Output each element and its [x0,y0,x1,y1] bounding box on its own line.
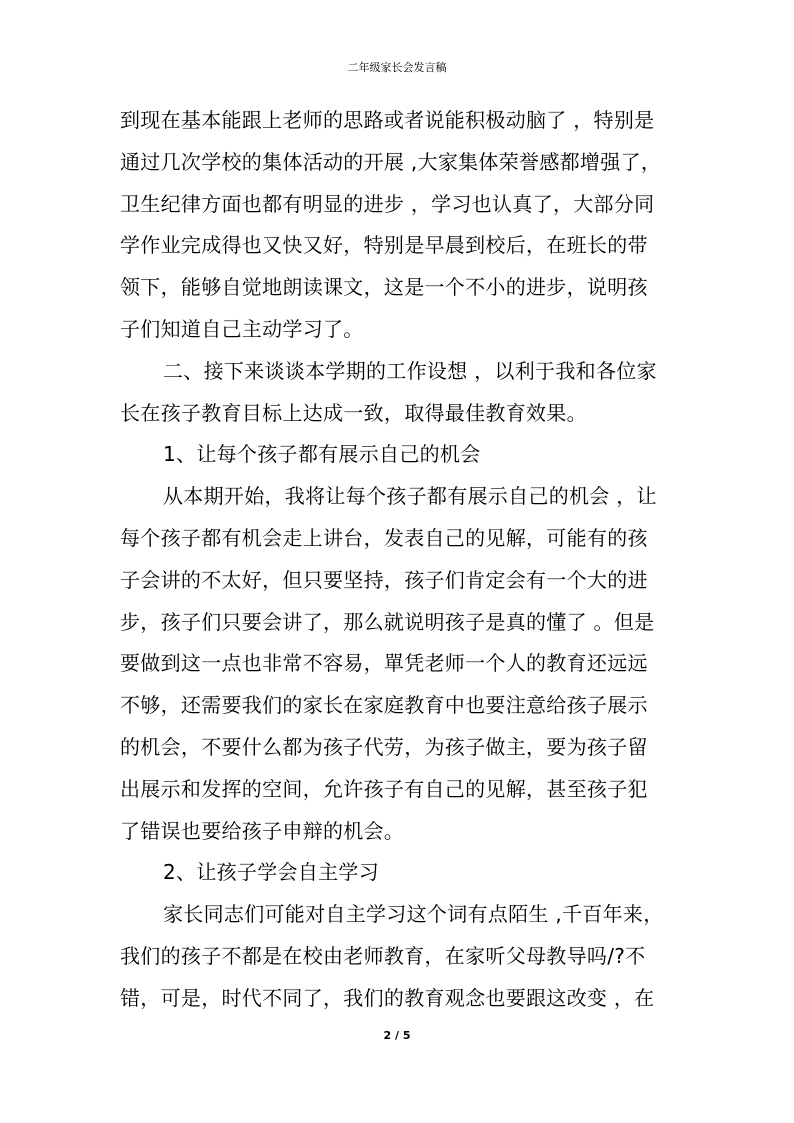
text-line: 子们知道自己主动学习了。 [120,317,364,341]
text-line: 步，孩子们只要会讲了，那么就说明孩子是真的懂了 。但是 [120,609,655,634]
text-line: 的机会，不要什么都为孩子代劳，为孩子做主，要为孩子留 [120,735,648,759]
text-line: 长在孩子教育目标上达成一致，取得最佳教育效果。 [120,400,587,425]
text-line: 错，可是，时代不同了，我们的教育观念也要跟这改变 ，在 [120,985,655,1010]
text-line: 家长同志们可能对自主学习这个词有点陌生 ,千百年来， [163,902,664,927]
text-line: 到现在基本能跟上老师的思路或者说能积极动脑了 ，特别是 [120,108,655,132]
text-line: 不够，还需要我们的家长在家庭教育中也要注意给孩子展示 [120,693,648,718]
text-line: 通过几次学校的集体活动的开展 ,大家集体荣誉感都增强了， [120,149,662,174]
text-line: 子会讲的不太好，但只要坚持，孩子们肯定会有一个大的进 [120,567,648,592]
text-line: 学作业完成得也又快又好，特别是早晨到校后，在班长的带 [120,233,648,258]
page-header-title: 二年级家长会发言稿 [347,61,447,74]
text-line: 了错误也要给孩子申辩的机会。 [120,818,405,843]
text-line: 每个孩子都有机会走上讲台，发表自己的见解，可能有的孩 [120,526,648,550]
text-line: 领下，能够自觉地朗读课文，这是一个不小的进步，说明孩 [120,275,648,300]
section-heading: 1、让每个孩子都有展示自己的机会 [163,442,481,467]
text-line: 我们的孩子不都是在校由老师教育，在家听父母教导吗/?不 [120,944,646,968]
text-line: 要做到这一点也非常不容易，單凭老师一个人的教育还远远 [120,651,648,676]
text-line: 卫生纪律方面也都有明显的进步 ，学习也认真了，大部分同 [120,191,655,216]
section-heading: 2、让孩子学会自主学习 [163,860,380,885]
page-number: 2 / 5 [383,1029,411,1042]
text-line: 从本期开始，我将让每个孩子都有展示自己的机会 ，让 [163,484,657,509]
text-line: 二、接下来谈谈本学期的工作设想 ，以利于我和各位家 [163,358,657,383]
text-line: 出展示和发挥的空间，允许孩子有自己的见解，甚至孩子犯 [120,776,648,801]
